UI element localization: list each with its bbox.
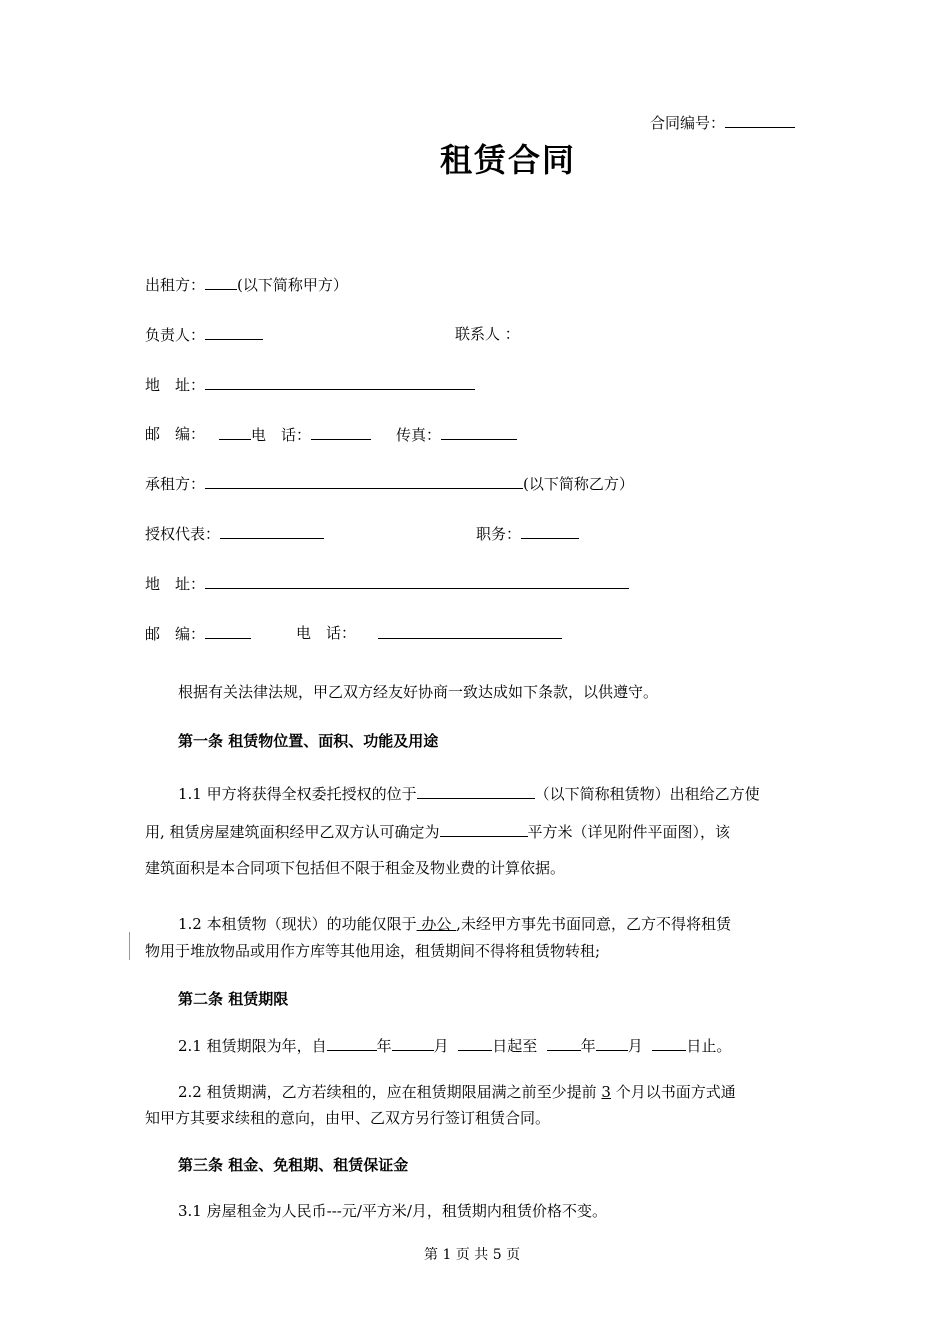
p22-text-b: 个月以书面方式通	[615, 1083, 736, 1101]
end-day-blank[interactable]	[652, 1035, 686, 1051]
lessor-label: 出租方：	[145, 276, 206, 294]
fax1-line	[396, 424, 517, 445]
postal1-label: 邮 编：	[145, 425, 206, 443]
fax1-label: 传真：	[396, 426, 442, 444]
lessee-blank[interactable]	[205, 473, 523, 489]
p22-text-a: 2.2 租赁期满，乙方若续租的，应在租赁期限届满之前至少提前	[178, 1083, 597, 1101]
lessor-line	[145, 274, 348, 295]
lessor-blank[interactable]	[205, 274, 237, 290]
start-month-blank[interactable]	[392, 1035, 434, 1051]
p12-text-a: 1.2 本租赁物（现状）的功能仅限于	[178, 915, 417, 933]
p12-line1	[178, 914, 731, 934]
p21-line	[178, 1035, 731, 1056]
article3-heading: 第三条 租金、免租期、租赁保证金	[178, 1156, 409, 1174]
margin-mark	[129, 932, 130, 960]
address2-line	[145, 573, 629, 594]
p22-line1	[178, 1082, 736, 1102]
lessee-line	[145, 473, 634, 494]
fax1-blank[interactable]	[441, 424, 517, 440]
address1-blank[interactable]	[205, 374, 475, 390]
end-month-blank[interactable]	[596, 1035, 628, 1051]
lessee-suffix: (以下简称乙方）	[523, 475, 634, 493]
year2-label: 年	[580, 1037, 596, 1055]
p31-line: 3.1 房屋租金为人民币---元/平方米/月，租赁期内租赁价格不变。	[178, 1202, 607, 1220]
month2-label: 月	[627, 1037, 643, 1055]
start-day-blank[interactable]	[458, 1035, 492, 1051]
phone2-blank-wrap	[378, 623, 562, 644]
responsible-line	[145, 324, 263, 345]
address1-label: 地 址：	[145, 376, 206, 394]
phone2-label: 电 话：	[296, 624, 357, 642]
article1-heading: 第一条 租赁物位置、面积、功能及用途	[178, 732, 439, 750]
day1-label: 日起至	[492, 1037, 538, 1055]
postal1-blank[interactable]	[219, 424, 251, 440]
contract-number-label: 合同编号：	[650, 114, 726, 132]
address2-label: 地 址：	[145, 575, 206, 593]
contract-number-blank[interactable]	[725, 112, 795, 128]
phone1-line	[219, 424, 371, 445]
position-line	[476, 523, 579, 544]
p11-line2	[145, 821, 730, 842]
p22-line2: 知甲方其要求续租的意向，由甲、乙双方另行签订租赁合同。	[145, 1109, 551, 1127]
phone2-blank[interactable]	[378, 623, 562, 639]
article2-heading: 第二条 租赁期限	[178, 990, 289, 1008]
p11-text-a: 1.1 甲方将获得全权委托授权的位于	[178, 785, 417, 803]
document-title: 租赁合同	[440, 141, 577, 179]
location-blank[interactable]	[417, 783, 535, 799]
p21-text-a: 2.1 租赁期限为年，自	[178, 1037, 327, 1055]
phone1-blank[interactable]	[311, 424, 371, 440]
p12-text-b: ,未经甲方事先书面同意，乙方不得将租赁	[456, 915, 731, 933]
address1-line	[145, 374, 475, 395]
advance-months-value: 3	[601, 1083, 611, 1101]
year1-label: 年	[376, 1037, 392, 1055]
intro-paragraph: 根据有关法律法规，甲乙双方经友好协商一致达成如下条款，以供遵守。	[178, 683, 659, 701]
page-footer: 第 1 页 共 5 页	[424, 1247, 521, 1263]
p11-line1	[178, 783, 760, 804]
day2-label: 日止。	[686, 1037, 732, 1055]
postal2-line	[145, 623, 251, 644]
postal1-line	[145, 424, 205, 444]
rep-blank[interactable]	[220, 523, 324, 539]
rep-line	[145, 523, 324, 544]
start-year-blank[interactable]	[327, 1035, 377, 1051]
responsible-blank[interactable]	[205, 324, 263, 340]
address2-blank[interactable]	[205, 573, 629, 589]
end-year-blank[interactable]	[547, 1035, 581, 1051]
postal2-label: 邮 编：	[145, 625, 206, 643]
position-blank[interactable]	[521, 523, 579, 539]
lessor-suffix: (以下简称甲方）	[237, 276, 348, 294]
rep-label: 授权代表：	[145, 525, 221, 543]
responsible-label: 负责人：	[145, 326, 206, 344]
postal2-blank[interactable]	[205, 623, 251, 639]
contract-number-line	[650, 112, 795, 133]
position-label: 职务：	[476, 525, 522, 543]
use-value: 办公	[416, 915, 457, 933]
p12-line2: 物用于堆放物品或用作方库等其他用途，租赁期间不得将租赁物转租;	[145, 942, 601, 960]
phone1-label: 电 话：	[251, 426, 312, 444]
p11-text-c: 用, 租赁房屋建筑面积经甲乙双方认可确定为	[145, 823, 440, 841]
p11-line3: 建筑面积是本合同项下包括但不限于租金及物业费的计算依据。	[145, 859, 566, 877]
p11-text-b: （以下简称租赁物）出租给乙方使	[534, 785, 760, 803]
contact-label: 联系人 ：	[455, 325, 520, 343]
p11-text-d: 平方米（详见附件平面图），该	[527, 823, 731, 841]
area-blank[interactable]	[440, 821, 528, 837]
month1-label: 月	[433, 1037, 449, 1055]
lessee-label: 承租方：	[145, 475, 206, 493]
